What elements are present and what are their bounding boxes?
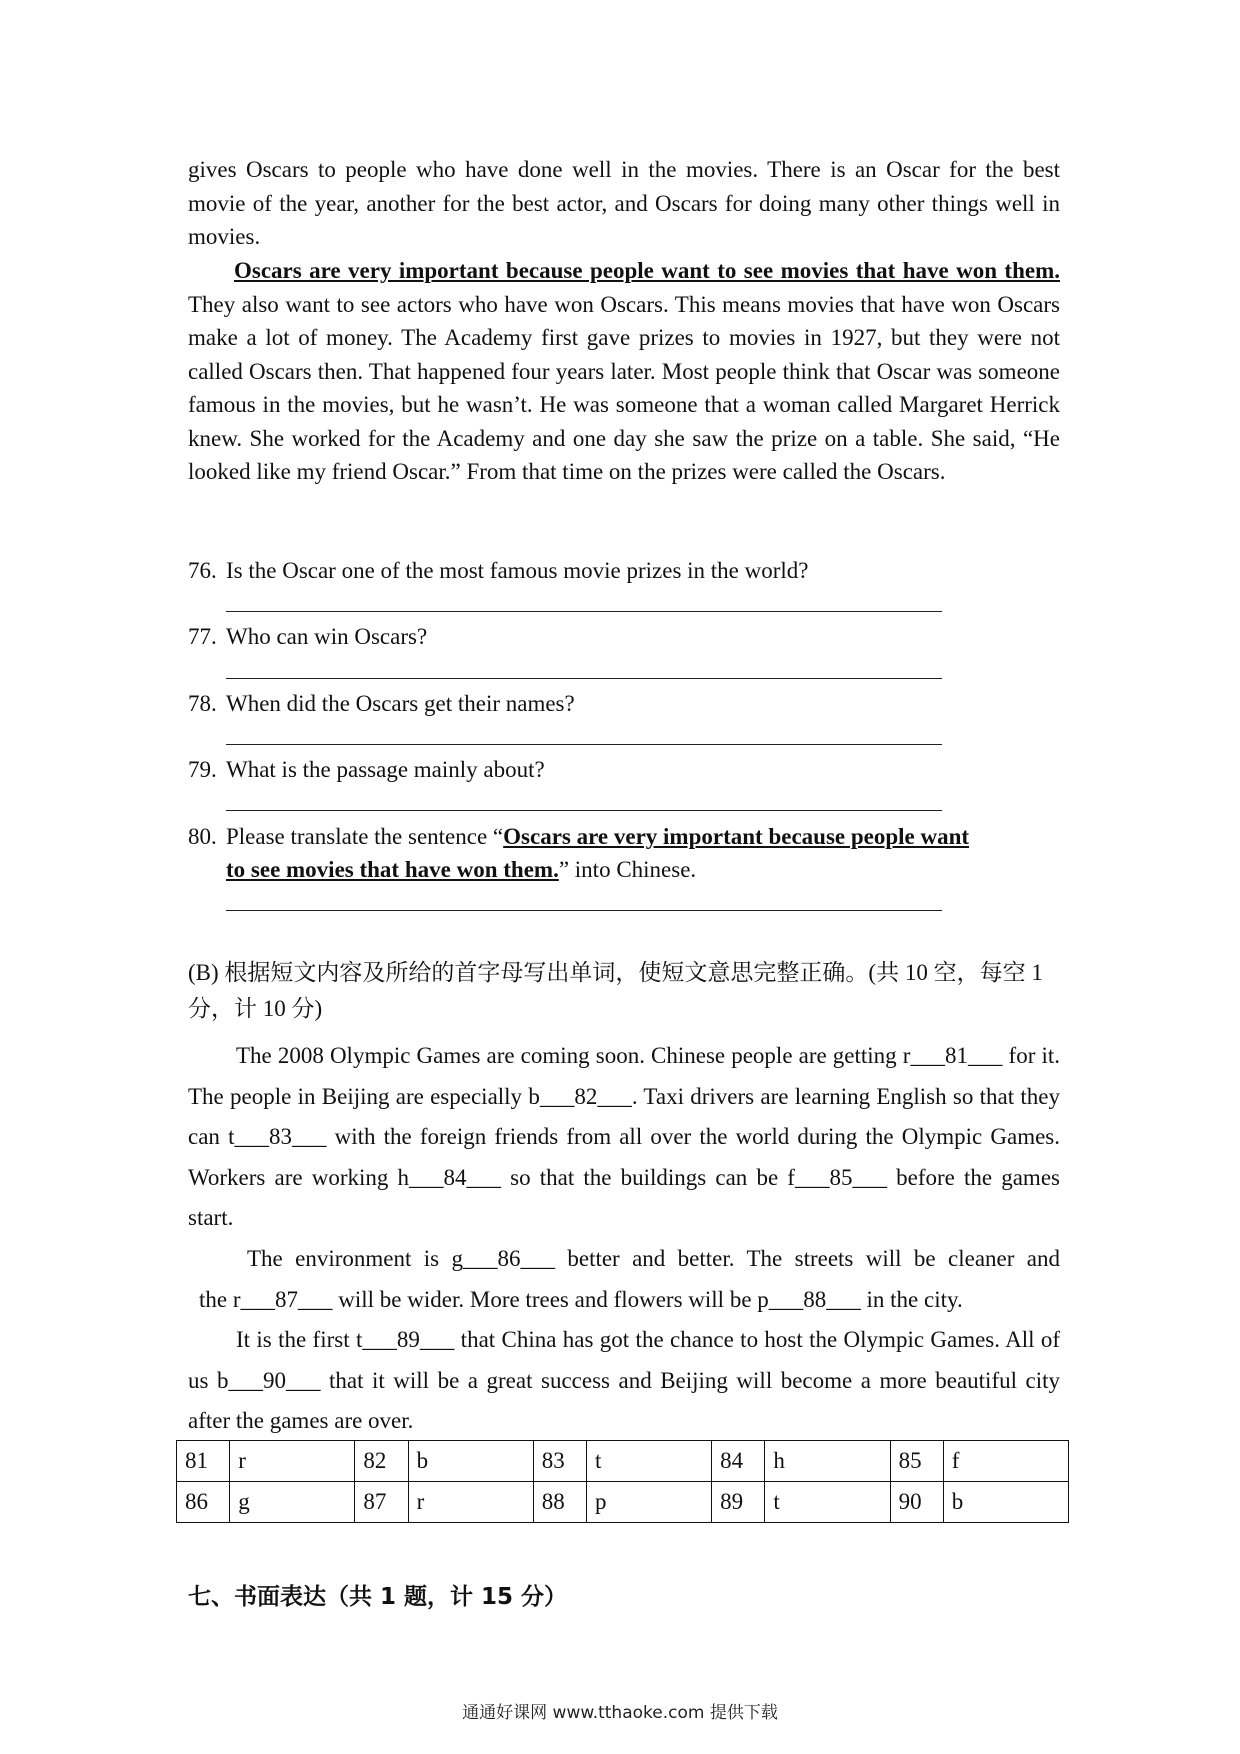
table-cell-number: 88 [533, 1482, 586, 1523]
answer-line-80[interactable] [226, 910, 942, 911]
cloze-text: The environment is [247, 1246, 452, 1271]
gap-letter: f [787, 1164, 795, 1190]
gap-number: 83 [268, 1124, 292, 1149]
gap-87[interactable]: r___87___ [232, 1286, 333, 1312]
passage-paragraph-1 [188, 153, 1060, 254]
question-number: 79. [188, 757, 217, 782]
cloze-text: better and better. The streets will be cleaner and [554, 1246, 1060, 1271]
question-text: Is the Oscar one of the most famous movie prizes in the world? [226, 558, 809, 583]
cloze-text: with the foreign friends from all over the world during the Olympic Games. Workers are working [188, 1124, 1061, 1190]
gap-number: 89 [396, 1327, 420, 1352]
table-cell-answer[interactable]: p [587, 1482, 712, 1523]
gap-90[interactable]: b___90___ [216, 1367, 321, 1393]
table-cell-answer[interactable]: t [587, 1441, 712, 1482]
gap-number: 84 [443, 1164, 467, 1190]
table-cell-number: 90 [890, 1482, 943, 1523]
gap-letter: b [216, 1367, 229, 1393]
gap-number: 90 [262, 1367, 286, 1393]
table-cell-answer[interactable]: r [408, 1482, 533, 1523]
gap-82[interactable]: b___82___ [528, 1083, 632, 1109]
cloze-text: will be wider. More trees and flowers will be [332, 1286, 758, 1312]
answer-line-76[interactable] [226, 611, 942, 612]
table-cell-answer[interactable]: g [230, 1482, 355, 1523]
gap-88[interactable]: p___88___ [757, 1286, 861, 1312]
section-b-instruction [188, 955, 1068, 1027]
gap-84[interactable]: h___84___ [397, 1164, 502, 1190]
cloze-text: It is the first [236, 1327, 356, 1352]
table-cell-number: 89 [712, 1482, 765, 1523]
question-80 [188, 820, 1060, 886]
gap-number: 86 [497, 1246, 521, 1271]
gap-letter: p [757, 1286, 769, 1312]
table-cell-answer[interactable]: f [943, 1441, 1068, 1482]
cloze-text: the [199, 1286, 233, 1312]
gap-number: 82 [574, 1083, 598, 1109]
gap-letter: r [902, 1043, 911, 1068]
question-number: 77. [188, 624, 217, 649]
table-cell-answer[interactable]: t [765, 1482, 890, 1523]
table-cell-number: 86 [177, 1482, 230, 1523]
gap-letter: h [397, 1164, 410, 1190]
cloze-paragraph-3 [188, 1320, 1060, 1442]
table-cell-number: 85 [890, 1441, 943, 1482]
table-row [177, 1441, 1069, 1482]
gap-89[interactable]: t___89___ [355, 1327, 455, 1352]
key-sentence: to see movies that have won them. [226, 857, 559, 882]
gap-81[interactable]: r___81___ [902, 1043, 1003, 1068]
passage-text: gives Oscars to people who have done well in the movies. There is an Oscar for the best movie of the year, another for the best actor, and Oscars for doing many other things well in movies. [188, 157, 1060, 249]
gap-number: 88 [803, 1286, 827, 1312]
cloze-text: before the games start. [188, 1164, 1060, 1230]
cloze-text: The 2008 Olympic Games are coming soon. Chinese people are getting [236, 1043, 903, 1068]
question-78 [188, 687, 1068, 720]
table-cell-number: 87 [355, 1482, 408, 1523]
cloze-text: that China has got the chance to host the Olympic Games. All of us [188, 1327, 1060, 1393]
gap-letter: t [228, 1124, 235, 1149]
question-number: 76. [188, 558, 217, 583]
table-cell-answer[interactable]: b [943, 1482, 1068, 1523]
gap-86[interactable]: g___86___ [451, 1246, 555, 1271]
question-79 [188, 753, 1068, 786]
table-cell-number: 84 [712, 1441, 765, 1482]
gap-letter: g [451, 1246, 463, 1271]
question-text: What is the passage mainly about? [226, 757, 545, 782]
answer-line-78[interactable] [226, 744, 942, 745]
gap-letter: r [232, 1286, 241, 1312]
table-cell-number: 83 [533, 1441, 586, 1482]
instruction-text: (B) 根据短文内容及所给的首字母写出单词，使短文意思完整正确。(共 10 空，每空 1 分，计 10 分) [188, 960, 1043, 1021]
question-text: ” into Chinese. [558, 857, 697, 882]
table-cell-number: 81 [177, 1441, 230, 1482]
cloze-text: . Taxi drivers are learning English so that they can [188, 1083, 1060, 1149]
question-77 [188, 620, 1068, 653]
gap-letter: t [355, 1327, 363, 1352]
gap-letter: b [528, 1083, 540, 1109]
table-cell-answer[interactable]: b [408, 1441, 533, 1482]
question-text: Who can win Oscars? [226, 624, 428, 649]
answer-line-79[interactable] [226, 810, 942, 811]
key-sentence: Oscars are very important because people want [503, 824, 970, 849]
gap-number: 81 [944, 1043, 968, 1068]
question-text: When did the Oscars get their names? [226, 691, 575, 716]
cloze-text: for it. The people in Beijing are especially [188, 1043, 1060, 1109]
gap-85[interactable]: f___85___ [787, 1164, 887, 1190]
cloze-text: so that the buildings can be [501, 1164, 788, 1190]
cloze-paragraph-2 [188, 1239, 1060, 1320]
key-sentence: Oscars are very important because people want to see movies that have won them. [234, 258, 1060, 283]
question-number: 78. [188, 691, 217, 716]
answer-table [176, 1440, 1069, 1523]
page-footer: 通通好课网 www.tthaoke.com 提供下载 [462, 1703, 778, 1723]
passage-text: They also want to see actors who have won Oscars. This means movies that have won Oscars make a lot of money. The Academy first gave prizes to movies in 1927, but they were not called Oscars then. That happened four years later. Most people think that Oscar was someone famous in the movies, but he wasn’t. He was someone that a woman called Margaret Herrick knew. She worked for the Academy and one day she saw the prize on a table. She said, “He looked like my friend Oscar.” From that time on the prizes were called the Oscars. [188, 291, 1060, 484]
section-7-heading: 七、书面表达（共 1 题，计 15 分） [188, 1584, 568, 1610]
passage-paragraph-2 [188, 254, 1060, 489]
table-cell-answer[interactable]: h [765, 1441, 890, 1482]
gap-number: 85 [829, 1164, 853, 1190]
table-cell-answer[interactable]: r [230, 1441, 355, 1482]
gap-83[interactable]: t___83___ [228, 1124, 327, 1149]
cloze-text: that it will be a great success and Beijing will become a more beautiful city after the games are over. [188, 1367, 1060, 1433]
question-76 [188, 554, 1068, 587]
answer-line-77[interactable] [226, 678, 942, 679]
cloze-text: in the city. [860, 1286, 963, 1312]
question-number: 80. [188, 824, 217, 849]
gap-number: 87 [275, 1286, 299, 1312]
table-cell-number: 82 [355, 1441, 408, 1482]
cloze-paragraph-1 [188, 1036, 1060, 1239]
question-text: Please translate the sentence “ [226, 824, 504, 849]
table-row [177, 1482, 1069, 1523]
